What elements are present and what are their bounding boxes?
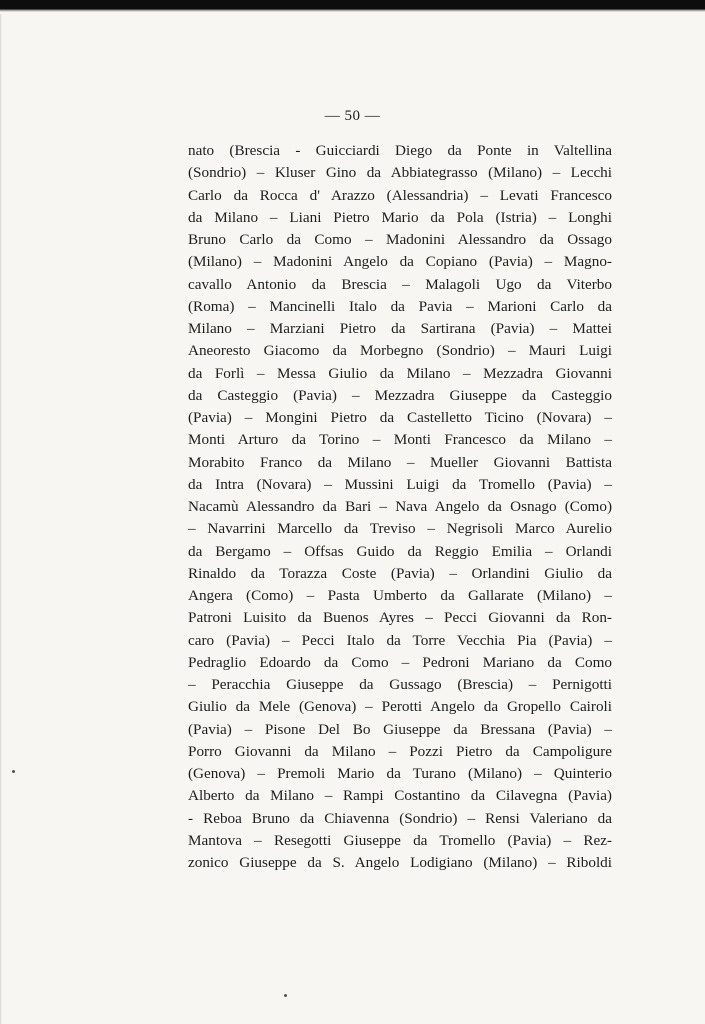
body-text (188, 140, 612, 874)
text-line: Angera (Como) – Pasta Umberto da Gallarate (Milano) – (188, 587, 612, 604)
text-line: Nacamù Alessandro da Bari – Nava Angelo da Osnago (Como) (188, 498, 612, 515)
text-line: Mantova – Resegotti Giuseppe da Tromello (Pavia) – Rez- (188, 831, 612, 849)
text-line: Morabito Franco da Milano – Mueller Giovanni Battista (188, 453, 612, 471)
text-line: da Forlì – Messa Giulio da Milano – Mezzadra Giovanni (188, 364, 612, 382)
scan-left-edge (0, 14, 2, 1024)
text-line: Patroni Luisito da Buenos Ayres – Pecci Giovanni da Ron- (188, 609, 612, 627)
text-line: Aneoresto Giacomo da Morbegno (Sondrio) – Mauri Luigi (188, 342, 612, 360)
text-line: – Navarrini Marcello da Treviso – Negrisoli Marco Aurelio (188, 520, 612, 538)
text-line: (Genova) – Premoli Mario da Turano (Milano) – Quinterio (188, 765, 612, 782)
text-line: Rinaldo da Torazza Coste (Pavia) – Orlandini Giulio da (188, 564, 612, 582)
scan-speck (12, 770, 15, 773)
text-line: da Bergamo – Offsas Guido da Reggio Emilia – Orlandi (188, 542, 612, 560)
text-line: – Peracchia Giuseppe da Gussago (Brescia) – Pernigotti (188, 676, 612, 693)
text-line: da Intra (Novara) – Mussini Luigi da Tromello (Pavia) – (188, 475, 612, 493)
text-line: (Pavia) – Mongini Pietro da Castelletto Ticino (Novara) – (188, 409, 612, 426)
text-line: Giulio da Mele (Genova) – Perotti Angelo da Gropello Cairoli (188, 698, 612, 716)
scan-speck (284, 994, 287, 997)
text-line: Bruno Carlo da Como – Madonini Alessandro da Ossago (188, 231, 612, 248)
page-number: — 50 — (324, 108, 381, 124)
text-line: Milano – Marziani Pietro da Sartirana (Pavia) – Mattei (188, 320, 612, 337)
text-line: zonico Giuseppe da S. Angelo Lodigiano (Milano) – Riboldi (188, 854, 612, 871)
text-line: (Pavia) – Pisone Del Bo Giuseppe da Bressana (Pavia) – (188, 720, 612, 738)
text-line: nato (Brescia - Guicciardi Diego da Ponte in Valtellina (188, 142, 612, 159)
text-line: - Reboa Bruno da Chiavenna (Sondrio) – Rensi Valeriano da (188, 809, 612, 827)
text-line: (Milano) – Madonini Angelo da Copiano (Pavia) – Magno- (188, 253, 612, 271)
text-line: Carlo da Rocca d' Arazzo (Alessandria) – Levati Francesco (188, 186, 612, 204)
text-line: (Sondrio) – Kluser Gino da Abbiategrasso (Milano) – Lecchi (188, 164, 612, 182)
text-line: caro (Pavia) – Pecci Italo da Torre Vecchia Pia (Pavia) – (188, 631, 612, 649)
text-line: da Milano – Liani Pietro Mario da Pola (Istria) – Longhi (188, 208, 612, 226)
text-line: (Roma) – Mancinelli Italo da Pavia – Marioni Carlo da (188, 297, 612, 315)
text-line: cavallo Antonio da Brescia – Malagoli Ugo da Viterbo (188, 275, 612, 293)
text-line: Monti Arturo da Torino – Monti Francesco da Milano – (188, 431, 612, 449)
text-line: da Casteggio (Pavia) – Mezzadra Giuseppe da Casteggio (188, 386, 612, 404)
text-line: Alberto da Milano – Rampi Costantino da Cilavegna (Pavia) (188, 787, 612, 805)
text-line: Porro Giovanni da Milano – Pozzi Pietro da Campoligure (188, 742, 612, 760)
text-line: Pedraglio Edoardo da Como – Pedroni Mariano da Como (188, 653, 612, 671)
scan-top-edge (0, 0, 705, 12)
